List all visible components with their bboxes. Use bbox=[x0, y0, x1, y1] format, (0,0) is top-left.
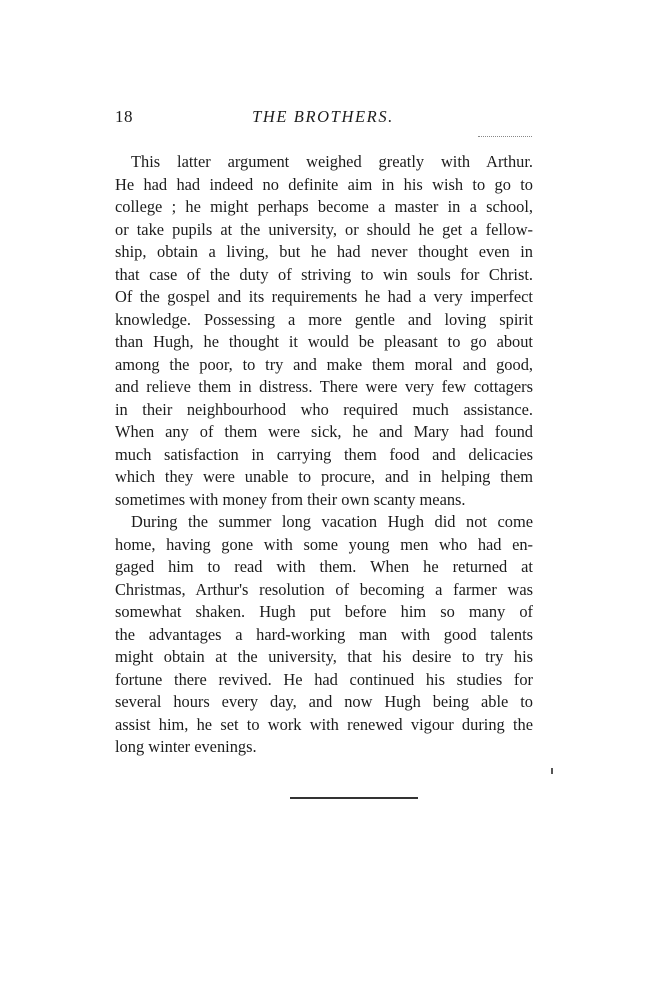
header-rule bbox=[478, 136, 532, 137]
text-line: assist him, he set to work with renewed vigour during the bbox=[115, 714, 533, 734]
text-line: among the poor, to try and make them moral and good, bbox=[115, 354, 533, 374]
running-head bbox=[115, 107, 531, 129]
text-line: sometimes with money from their own scanty means. bbox=[115, 489, 466, 509]
text-line: ship, obtain a living, but he had never thought even in bbox=[115, 242, 533, 261]
text-line: several hours every day, and now Hugh being able to bbox=[115, 692, 533, 711]
text-line: long winter evenings. bbox=[115, 737, 257, 756]
text-line: When any of them were sick, he and Mary had found bbox=[115, 422, 533, 441]
text-line: somewhat shaken. Hugh put before him so many of bbox=[115, 602, 533, 621]
text-line: home, having gone with some young men who had en- bbox=[115, 534, 533, 554]
running-title: THE BROTHERS. bbox=[252, 107, 394, 126]
text-line: Of the gospel and its requirements he had a very imperfect bbox=[115, 287, 533, 306]
text-line: knowledge. Possessing a more gentle and loving spirit bbox=[115, 309, 533, 329]
text-line: This latter argument weighed greatly with Arthur. bbox=[131, 152, 533, 171]
text-line: that case of the duty of striving to win souls for Christ. bbox=[115, 264, 533, 284]
text-line: the advantages a hard-working man with good talents bbox=[115, 624, 533, 644]
text-line: or take pupils at the university, or should he get a fellow- bbox=[115, 219, 533, 239]
paragraph-1 bbox=[115, 151, 533, 511]
text-line: During the summer long vacation Hugh did not come bbox=[131, 512, 533, 531]
text-line: fortune there revived. He had continued his studies for bbox=[115, 669, 533, 689]
print-speck bbox=[551, 768, 553, 774]
text-line: than Hugh, he thought it would be pleasant to go about bbox=[115, 332, 533, 351]
text-line: and relieve them in distress. There were very few cottagers bbox=[115, 377, 533, 396]
page-number: 18 bbox=[115, 107, 133, 126]
text-line: might obtain at the university, that his desire to try his bbox=[115, 647, 533, 666]
text-line: Christmas, Arthur's resolution of becoming a farmer was bbox=[115, 579, 533, 599]
chapter-end-rule bbox=[290, 797, 418, 799]
text-line: which they were unable to procure, and in helping them bbox=[115, 467, 533, 486]
text-line: gaged him to read with them. When he returned at bbox=[115, 557, 533, 576]
text-line: much satisfaction in carrying them food and delicacies bbox=[115, 444, 533, 464]
text-line: college ; he might perhaps become a master in a school, bbox=[115, 197, 533, 216]
text-line: He had had indeed no definite aim in his wish to go to bbox=[115, 174, 533, 194]
text-line: in their neighbourhood who required much assistance. bbox=[115, 399, 533, 419]
body-text bbox=[115, 151, 533, 759]
paragraph-2 bbox=[115, 511, 533, 759]
